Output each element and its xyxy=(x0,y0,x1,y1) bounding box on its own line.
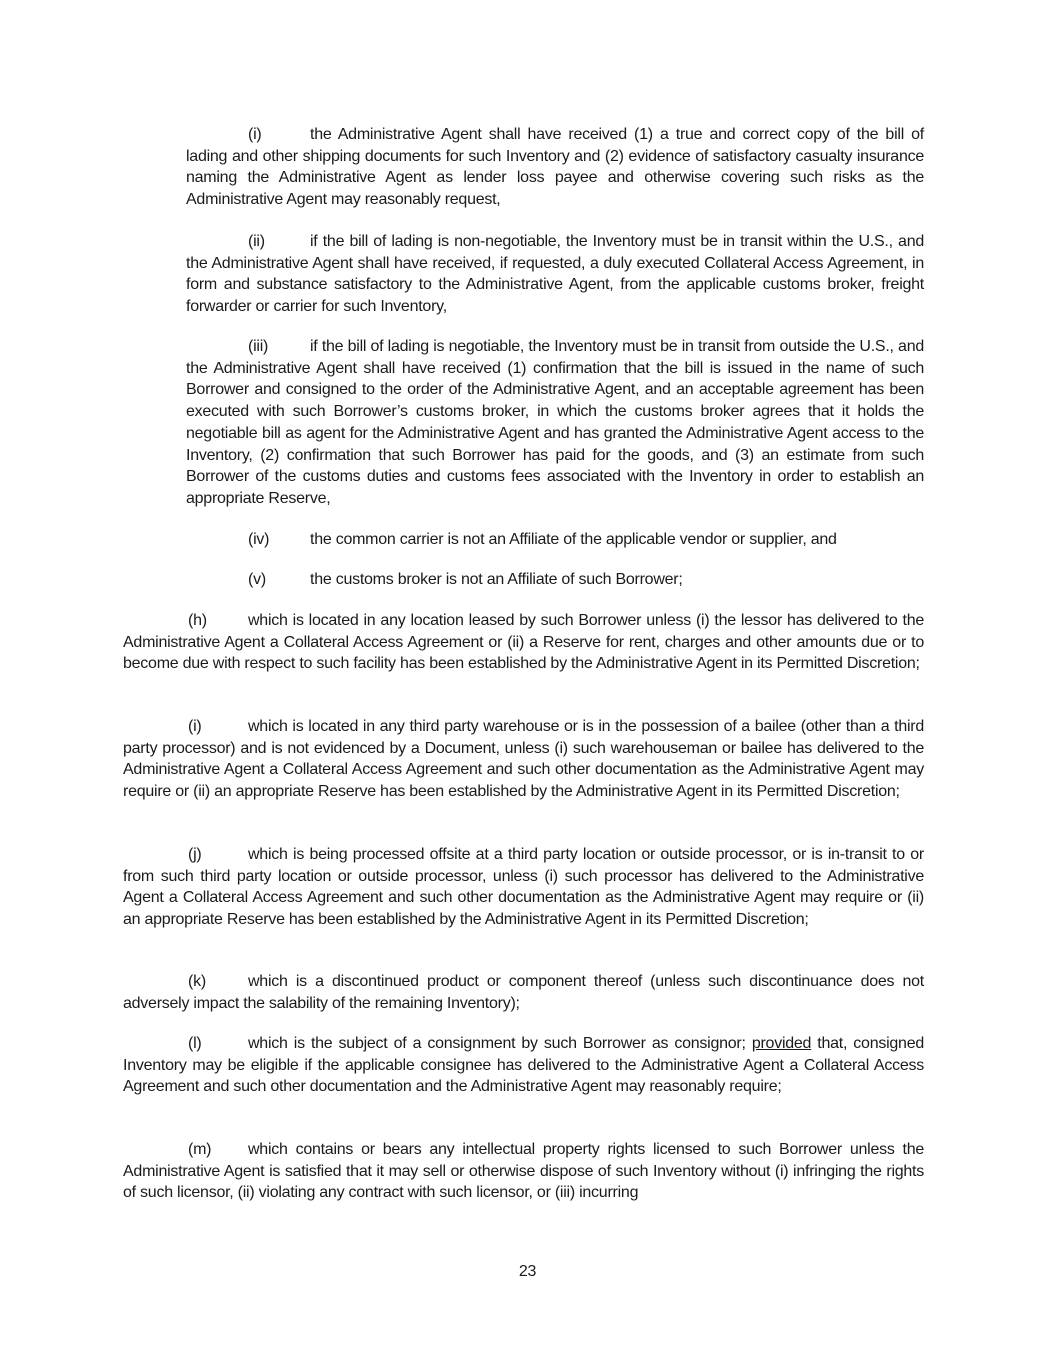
clause-text-after: that, consigned Inventory may be eligible if the applicable consignee has delivered to the Administrative Agent a Collateral Access Agreement and such other documentation and the Administrative Agent may reasonably require; xyxy=(123,1035,924,1096)
clause-text: which is located in any third party warehouse or is in the possession of a bailee (other than a third party processor) and is not evidenced by a Document, unless (i) such warehouseman or bailee has delivered to the Administrative Agent a Collateral Access Agreement and such other documentation as the Administrative Agent may require or (ii) an appropriate Reserve has been established by the Administrative Agent in its Permitted Discretion; xyxy=(123,718,924,801)
clause-text: if the bill of lading is non-negotiable, the Inventory must be in transit within the U.S., and the Administrative Agent shall have received, if requested, a duly executed Collateral Access Agreement, in form and substance satisfactory to the Administrative Agent, from the applicable customs broker, freight forwarder or carrier for such Inventory, xyxy=(186,233,924,316)
clause-number: (j) xyxy=(188,846,202,863)
clause-m xyxy=(123,1139,924,1204)
clause-h xyxy=(123,610,924,675)
clause-j xyxy=(123,844,924,931)
clause-text: which is a discontinued product or component thereof (unless such discontinuance does not adversely impact the salability of the remaining Inventory); xyxy=(123,973,924,1012)
clause-text-before: which is the subject of a consignment by such Borrower as consignor; xyxy=(248,1035,752,1052)
clause-g-iii xyxy=(186,336,924,510)
clause-number: (i) xyxy=(248,126,262,143)
clause-text: the customs broker is not an Affiliate of such Borrower; xyxy=(310,571,683,588)
clause-g-ii xyxy=(186,231,924,318)
clause-text: the common carrier is not an Affiliate of the applicable vendor or supplier, and xyxy=(310,531,837,548)
clause-g-iv xyxy=(248,529,837,551)
clause-k xyxy=(123,971,924,1014)
clause-text: which contains or bears any intellectual property rights licensed to such Borrower unless the Administrative Agent is satisfied that it may sell or otherwise dispose of such Inventory without (i) infringing the rights of such licensor, (ii) violating any contract with such licensor, or (iii) incurring xyxy=(123,1141,924,1202)
clause-number: (i) xyxy=(188,718,202,735)
clause-text: which is located in any location leased by such Borrower unless (i) the lessor has delivered to the Administrative Agent a Collateral Access Agreement or (ii) a Reserve for rent, charges and other amounts due or to become due with respect to such facility has been established by the Administrative Agent in its Permitted Discretion; xyxy=(123,612,924,673)
clause-text: if the bill of lading is negotiable, the Inventory must be in transit from outside the U.S., and the Administrative Agent shall have received (1) confirmation that the bill is issued in the name of such Borrower and consigned to the order of the Administrative Agent, and an acceptable agreement has been executed with such Borrower’s customs broker, in which the customs broker agrees that it holds the negotiable bill as agent for the Administrative Agent and has granted the Administrative Agent access to the Inventory, (2) confirmation that such Borrower has paid for the goods, and (3) an estimate from such Borrower of the customs duties and customs fees associated with the Inventory in order to establish an appropriate Reserve, xyxy=(186,338,924,507)
clause-i xyxy=(123,716,924,803)
clause-text: which is being processed offsite at a third party location or outside processor, or is in-transit to or from such third party location or outside processor, unless (i) such processor has delivered to the Administrative Agent a Collateral Access Agreement and such other documentation as the Administrative Agent may require or (ii) an appropriate Reserve has been established by the Administrative Agent in its Permitted Discretion; xyxy=(123,846,924,929)
clause-l xyxy=(123,1033,924,1098)
clause-g-v xyxy=(248,569,683,591)
provided-term: provided xyxy=(751,1035,812,1052)
clause-number: (iv) xyxy=(248,531,270,548)
clause-number: (ii) xyxy=(248,233,265,250)
clause-number: (m) xyxy=(188,1141,212,1158)
clause-number: (v) xyxy=(248,571,266,588)
clause-g-i xyxy=(186,124,924,211)
clause-number: (h) xyxy=(188,612,207,629)
page-number: 23 xyxy=(518,1263,537,1280)
clause-text: the Administrative Agent shall have received (1) a true and correct copy of the bill of lading and other shipping documents for such Inventory and (2) evidence of satisfactory casualty insurance naming the Administrative Agent as lender loss payee and otherwise covering such risks as the Administrative Agent may reasonably request, xyxy=(186,126,924,209)
clause-number: (l) xyxy=(188,1035,202,1052)
clause-number: (iii) xyxy=(248,338,269,355)
clause-number: (k) xyxy=(188,973,206,990)
